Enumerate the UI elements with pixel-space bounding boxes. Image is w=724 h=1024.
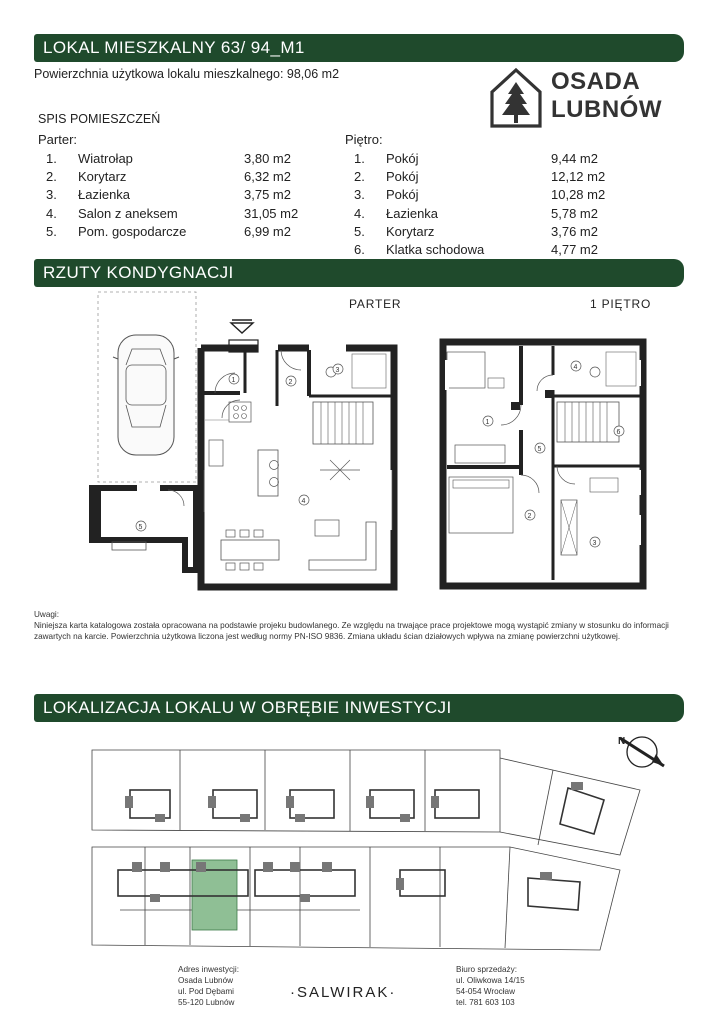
list-item: 4. Łazienka 5,78 m2: [354, 205, 598, 221]
plans-title: RZUTY KONDYGNACJI: [43, 263, 234, 282]
svg-text:5: 5: [138, 524, 143, 531]
svg-text:3: 3: [335, 367, 340, 374]
notes: [34, 609, 689, 642]
logo-wordmark: [551, 68, 662, 124]
logo-line-1: OSADA: [551, 68, 641, 95]
list-item: 1. Pokój 9,44 m2: [354, 151, 598, 166]
investment-address: Adres inwestycji: Osada Lubnów ul. Pod Dębami 55-120 Lubnów: [178, 965, 239, 1007]
location-banner: [34, 694, 684, 722]
pietro-plan: [443, 342, 643, 586]
notes-text: Niniejsza karta katalogowa została opracowana na podstawie projeku budowlanego. Ze względu na trwające prace projektowe mogą wystąpić zmiany w stosunku do informacji zawartych na karcie. Powierzchnia użytkowa liczona jest według normy PN-ISO 9836. Zmiana układu ścian działowych wpływa na zmianę powierzchni użytkowej.: [34, 621, 669, 641]
notes-heading: Uwagi:: [34, 610, 60, 619]
unit-title: LOKAL MIESZKALNY 63/ 94_M1: [43, 38, 305, 57]
svg-text:1: 1: [231, 377, 236, 384]
svg-text:N: N: [618, 736, 626, 747]
pietro-room-list: [354, 150, 634, 259]
svg-text:4: 4: [573, 364, 578, 371]
list-item: 5. Pom. gospodarcze 6,99 m2: [46, 223, 291, 239]
utility-room: [92, 485, 196, 570]
svg-text:4: 4: [301, 498, 306, 505]
room-list-title: SPIS POMIESZCZEŃ: [38, 112, 161, 126]
parter-heading: Parter:: [38, 132, 78, 147]
car-icon: [113, 335, 179, 455]
list-item: 2. Pokój 12,12 m2: [354, 169, 606, 185]
pietro-heading: Piętro:: [345, 132, 383, 147]
list-item: 5. Korytarz 3,76 m2: [354, 223, 598, 239]
pietro-plan-label: 1 PIĘTRO: [590, 297, 652, 311]
site-plan: [0, 730, 724, 960]
svg-text:5: 5: [537, 446, 542, 453]
list-item: 3. Łazienka 3,75 m2: [46, 187, 291, 203]
unit-title-banner: [34, 34, 684, 62]
list-item: 4. Salon z aneksem 31,05 m2: [46, 205, 299, 221]
svg-text:3: 3: [592, 540, 597, 547]
parter-room-list: [46, 150, 326, 241]
svg-text:1: 1: [485, 419, 490, 426]
list-item: 6. Klatka schodowa 4,77 m2: [354, 241, 598, 257]
svg-text:6: 6: [616, 429, 621, 436]
compass-icon: [618, 736, 664, 767]
list-item: 2. Korytarz 6,32 m2: [46, 169, 291, 185]
parter-plan: [201, 320, 394, 587]
list-item: 1. Wiatrołap 3,80 m2: [46, 151, 291, 166]
location-title: LOKALIZACJA LOKALU W OBRĘBIE INWESTYCJI: [43, 698, 452, 717]
svg-text:2: 2: [288, 379, 293, 386]
parter-plan-label: PARTER: [349, 297, 402, 311]
logo-line-2: LUBNÓW: [551, 96, 662, 123]
developer-logo: ·SALWIRAK·: [290, 984, 397, 1001]
usable-area-line: Powierzchnia użytkowa lokalu mieszkalnego: 98,06 m2: [34, 67, 340, 81]
svg-text:2: 2: [527, 513, 532, 520]
plans-banner: [34, 259, 684, 287]
sales-office-address: Biuro sprzedaży: ul. Oliwkowa 14/15 54-054 Wrocław tel. 781 603 103: [456, 965, 525, 1007]
list-item: 3. Pokój 10,28 m2: [354, 187, 606, 203]
floor-plans: [0, 290, 724, 600]
